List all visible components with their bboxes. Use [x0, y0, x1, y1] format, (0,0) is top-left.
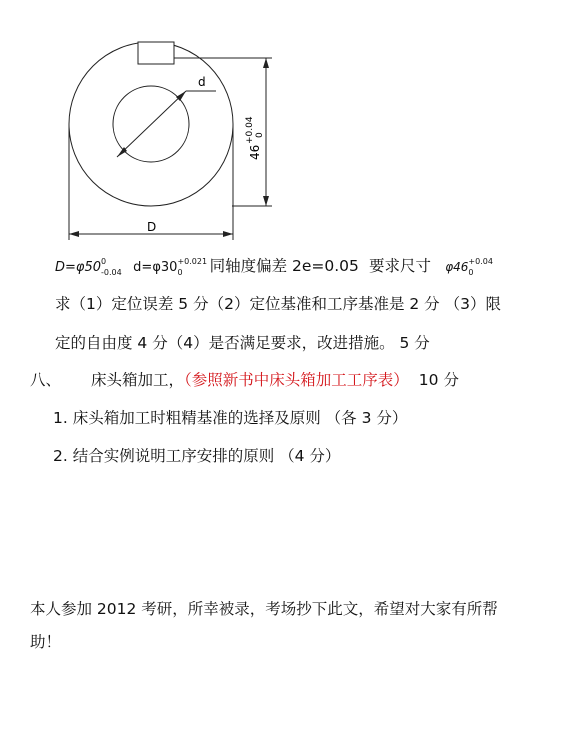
dim-46-upper: +0.04	[245, 116, 255, 144]
D-tolerance	[101, 258, 129, 278]
spec-line	[55, 254, 496, 278]
d-lower: 0	[177, 267, 183, 277]
section-8-heading	[30, 368, 459, 390]
item-2: 2. 结合实例说明工序安排的原则 （4 分）	[53, 447, 341, 465]
coaxiality: 同轴度偏差 2e=0.05	[209, 257, 359, 275]
d-label: d	[198, 75, 206, 89]
item-1: 1. 床头箱加工时粗精基准的选择及原则 （各 3 分）	[53, 409, 408, 427]
D-lower: -0.04	[101, 267, 122, 277]
d-spec: d=φ30	[133, 260, 178, 275]
section-8-note: （参照新书中床头箱加工工序表）	[184, 371, 409, 389]
closing-line-1: 本人参加 2012 考研，所幸被录，考场抄下此文，希望对大家有所帮	[30, 600, 498, 618]
section-8-title: 床头箱加工，	[91, 371, 185, 389]
D-spec: D=φ50	[55, 260, 102, 275]
d-upper: +0.021	[177, 256, 208, 266]
d-tolerance	[177, 256, 208, 278]
dim-46-lower: 0	[255, 132, 265, 138]
requirement: 要求尺寸	[369, 257, 432, 275]
section-8-number: 八、	[30, 371, 62, 389]
dim-46-arrow-top	[263, 58, 269, 68]
d-diameter-line	[117, 91, 186, 157]
size-upper: +0.04	[468, 256, 493, 266]
requirement-line-1: 求（1）定位误差 5 分（2）定位基准和工序基准是 2 分 （3）限	[55, 295, 501, 313]
closing-line-2: 助！	[30, 633, 62, 651]
dim-D-arrow-left	[69, 231, 79, 237]
size-tolerance	[468, 258, 496, 278]
D-label: D	[147, 220, 157, 234]
D-upper: 0	[101, 256, 107, 266]
dim-46-text: 46	[248, 144, 262, 160]
size-spec: φ46	[445, 260, 469, 274]
section-8-score: 10 分	[418, 371, 459, 389]
dim-46-arrow-bottom	[263, 196, 269, 206]
notch	[138, 42, 174, 64]
size-lower: 0	[468, 267, 474, 277]
dim-D-arrow-right	[223, 231, 233, 237]
requirement-line-2: 定的自由度 4 分（4）是否满足要求，改进措施。 5 分	[55, 334, 430, 352]
ring-drawing	[0, 0, 561, 250]
